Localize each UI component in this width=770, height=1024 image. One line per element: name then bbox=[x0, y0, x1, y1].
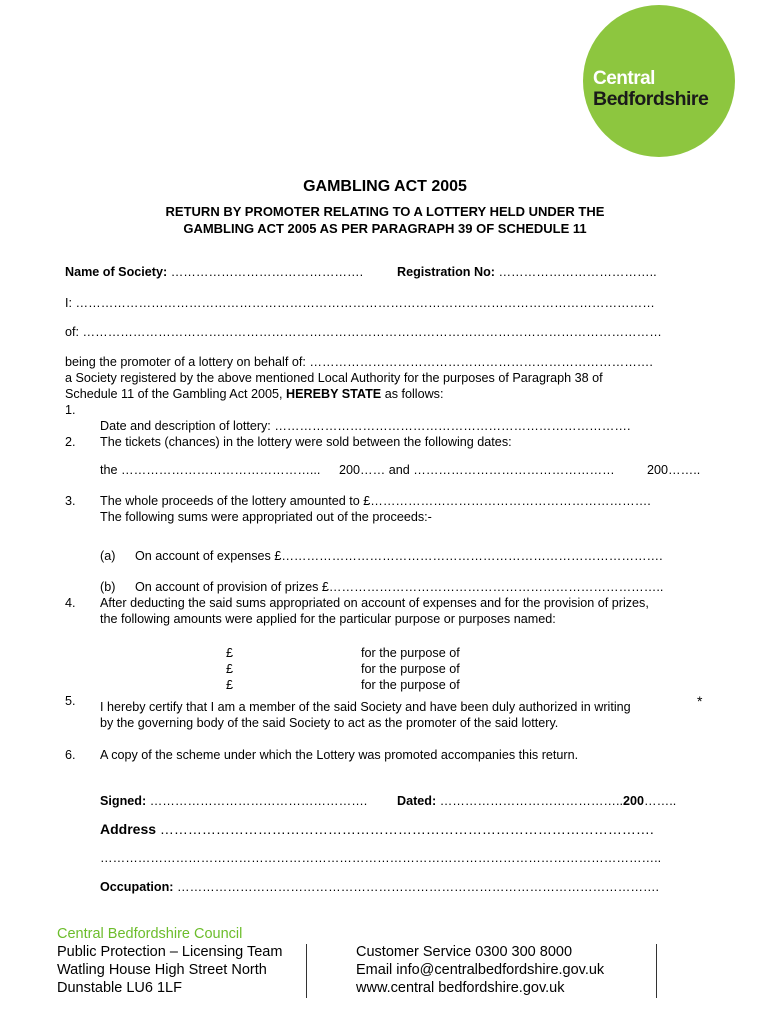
footer-divider-2 bbox=[656, 944, 657, 998]
registered-line-1: a Society registered by the above mentioned Local Authority for the purposes of Paragraph 38 of bbox=[65, 371, 603, 385]
behalf-text: being the promoter of a lottery on behalf of: bbox=[65, 355, 306, 369]
signed-dots: ……………………………………………. bbox=[149, 794, 368, 808]
occupation-label: Occupation: bbox=[100, 880, 174, 894]
dates-200-a: 200…… bbox=[339, 463, 386, 477]
item-3-number: 3. bbox=[65, 494, 76, 508]
of-label: of: bbox=[65, 325, 80, 339]
subtitle-line-2: GAMBLING ACT 2005 AS PER PARAGRAPH 39 OF SCHEDULE 11 bbox=[183, 221, 587, 236]
dates-dots-2: ………………………………………… bbox=[413, 463, 615, 477]
dated-label: Dated: bbox=[397, 794, 437, 808]
item-b-label: (b) bbox=[100, 580, 116, 594]
signed-field[interactable] bbox=[100, 793, 367, 809]
dated-field[interactable] bbox=[397, 793, 676, 809]
registration-dots: ……………………………….. bbox=[498, 265, 657, 279]
footer-team: Public Protection – Licensing Team bbox=[57, 944, 283, 960]
footer-address-1: Watling House High Street North bbox=[57, 962, 267, 978]
footer-divider-1 bbox=[306, 944, 307, 998]
footer-org: Central Bedfordshire Council bbox=[57, 926, 243, 942]
item-1-dots: …………………………………………………………………………. bbox=[274, 419, 631, 433]
item-5-line-1: I hereby certify that I am a member of the said Society and have been duly authorized in writing bbox=[100, 700, 631, 714]
address-field[interactable] bbox=[100, 821, 700, 837]
dated-dots: …………………………………….. bbox=[439, 794, 623, 808]
expenses-field[interactable] bbox=[135, 548, 663, 564]
hereby-state: HEREBY STATE bbox=[286, 387, 382, 401]
registered-line-2-a: Schedule 11 of the Gambling Act 2005, bbox=[65, 387, 283, 401]
logo-line-2: Bedfordshire bbox=[593, 88, 709, 110]
society-dots: ………………………………………. bbox=[170, 265, 364, 279]
subtitle-line-1: RETURN BY PROMOTER RELATING TO A LOTTERY HELD UNDER THE bbox=[165, 204, 605, 219]
footer-address-2: Dunstable LU6 1LF bbox=[57, 980, 182, 996]
item-3-dots: …………………………………………………………. bbox=[370, 494, 651, 508]
item-1-text: Date and description of lottery: bbox=[100, 419, 271, 433]
item-2-text: The tickets (chances) in the lottery were sold between the following dates: bbox=[100, 435, 512, 449]
purpose-1: for the purpose of bbox=[361, 646, 460, 660]
of-field[interactable] bbox=[65, 324, 700, 340]
item-6-text: A copy of the scheme under which the Lottery was promoted accompanies this return. bbox=[100, 748, 579, 762]
prizes-field[interactable] bbox=[135, 579, 663, 595]
i-label: I: bbox=[65, 296, 72, 310]
footer-web[interactable]: www.central bedfordshire.gov.uk bbox=[356, 980, 565, 996]
i-dots: ………………………………………………………………………………………………………………………… bbox=[75, 296, 655, 310]
purpose-2: for the purpose of bbox=[361, 662, 460, 676]
dates-field[interactable] bbox=[100, 462, 320, 478]
pound-3[interactable]: £ bbox=[226, 678, 234, 692]
item-4-line-1: After deducting the said sums appropriated on account of expenses and for the provision of prizes, bbox=[100, 596, 649, 610]
item-b-dots: …………………………………………………………………….. bbox=[328, 580, 664, 594]
dates-the: the bbox=[100, 463, 118, 477]
item-4-number: 4. bbox=[65, 596, 76, 610]
item-3-line-2: The following sums were appropriated out of the proceeds:- bbox=[100, 510, 432, 524]
behalf-field[interactable] bbox=[65, 354, 653, 370]
item-5-asterisk: * bbox=[697, 693, 703, 709]
item-1-field[interactable] bbox=[100, 418, 630, 434]
council-logo-text bbox=[593, 68, 708, 110]
pound-2[interactable]: £ bbox=[226, 662, 234, 676]
occupation-dots: ……………………………………………………………………………………………………. bbox=[176, 880, 660, 894]
item-b-text: On account of provision of prizes £ bbox=[135, 580, 329, 594]
address-line-2[interactable]: …………………………………………………………………………………………………………………….. bbox=[100, 851, 662, 865]
dated-200: 200 bbox=[623, 794, 645, 808]
footer-phone: Customer Service 0300 300 8000 bbox=[356, 944, 573, 960]
dates-field-2[interactable] bbox=[339, 462, 615, 478]
document-subtitle bbox=[0, 203, 770, 237]
of-dots: ………………………………………………………………………………………………………………………… bbox=[82, 325, 662, 339]
item-a-label: (a) bbox=[100, 549, 116, 563]
document-title: GAMBLING ACT 2005 bbox=[303, 178, 467, 195]
proceeds-field[interactable] bbox=[100, 493, 651, 509]
footer-email[interactable]: Email info@centralbedfordshire.gov.uk bbox=[356, 962, 605, 978]
item-a-dots: ………………………………………………………………………………. bbox=[281, 549, 663, 563]
registration-field[interactable] bbox=[397, 264, 657, 280]
logo-line-1: Central bbox=[593, 68, 655, 89]
dates-dots-1: ………………………………………... bbox=[121, 463, 321, 477]
pound-1[interactable]: £ bbox=[226, 646, 234, 660]
registered-line-2 bbox=[65, 386, 443, 402]
purpose-3: for the purpose of bbox=[361, 678, 460, 692]
signed-label: Signed: bbox=[100, 794, 147, 808]
society-field[interactable] bbox=[65, 264, 363, 280]
item-5-number: 5. bbox=[65, 694, 76, 708]
item-a-text: On account of expenses £ bbox=[135, 549, 282, 563]
address-dots: ……………………………………………………………………………………………. bbox=[159, 821, 654, 837]
behalf-dots: ………………………………………………………………………. bbox=[309, 355, 653, 369]
society-label: Name of Society: bbox=[65, 265, 168, 279]
item-6-number: 6. bbox=[65, 748, 76, 762]
item-4-line-2: the following amounts were applied for the particular purpose or purposes named: bbox=[100, 612, 556, 626]
address-label: Address bbox=[100, 821, 157, 837]
dated-tail: …….. bbox=[644, 794, 677, 808]
item-1-number: 1. bbox=[65, 403, 76, 417]
occupation-field[interactable] bbox=[100, 879, 700, 895]
i-field[interactable] bbox=[65, 295, 700, 311]
dates-200-b: 200…….. bbox=[647, 463, 701, 477]
item-2-number: 2. bbox=[65, 435, 76, 449]
item-5-line-2: by the governing body of the said Society to act as the promoter of the said lottery. bbox=[100, 716, 559, 730]
registered-line-2-c: as follows: bbox=[384, 387, 444, 401]
dates-and: and bbox=[388, 463, 410, 477]
item-3-text: The whole proceeds of the lottery amounted to £ bbox=[100, 494, 371, 508]
registration-label: Registration No: bbox=[397, 265, 495, 279]
